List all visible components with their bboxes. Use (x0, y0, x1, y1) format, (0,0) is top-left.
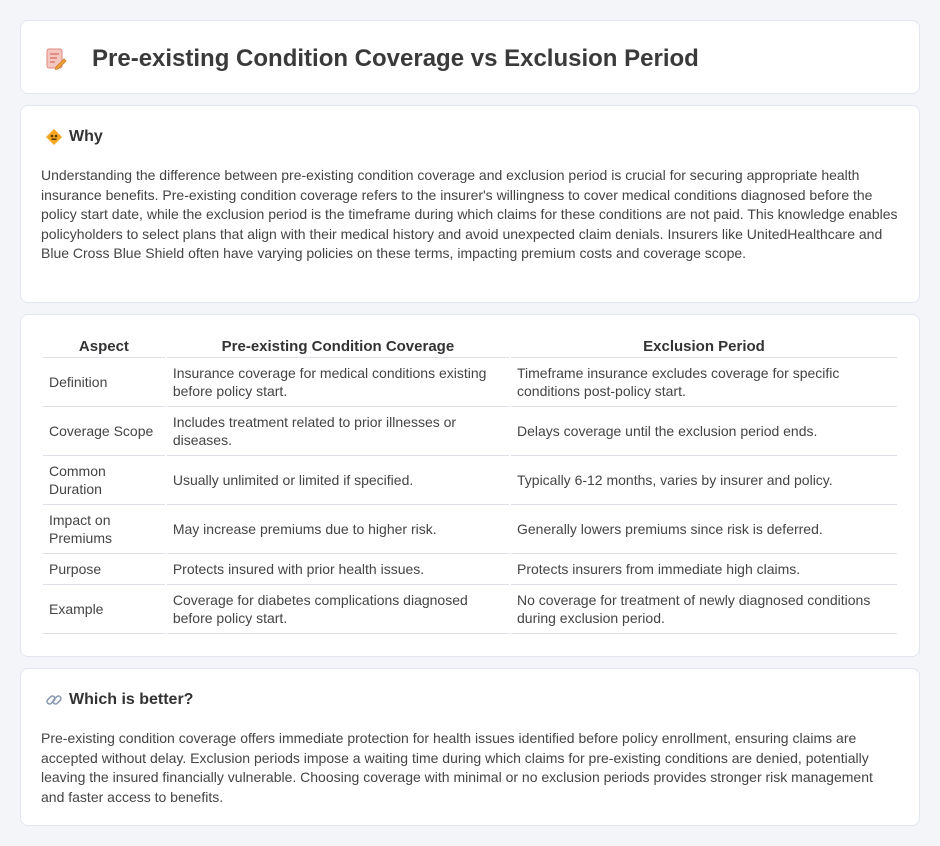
which-is-better-section (20, 668, 920, 826)
document-edit-icon (45, 47, 67, 71)
why-title: Why (69, 128, 103, 145)
table-row (43, 585, 897, 634)
table-row (43, 358, 897, 407)
comparison-table-card (20, 314, 920, 657)
column-header-coverage: Pre-existing Condition Coverage (167, 335, 509, 358)
row-exclusion: No coverage for treatment of newly diagnosed conditions during exclusion period. (511, 585, 897, 634)
header-card (20, 20, 920, 94)
row-exclusion: Typically 6-12 months, varies by insurer and policy. (511, 456, 897, 505)
table-row (43, 407, 897, 456)
row-aspect: Definition (43, 358, 165, 407)
row-aspect: Purpose (43, 554, 165, 585)
row-aspect: Common Duration (43, 456, 165, 505)
row-coverage: Usually unlimited or limited if specified. (167, 456, 509, 505)
row-exclusion: Generally lowers premiums since risk is deferred. (511, 505, 897, 554)
better-title: Which is better? (69, 691, 194, 708)
row-coverage: Coverage for diabetes complications diagnosed before policy start. (167, 585, 509, 634)
better-heading (45, 691, 193, 709)
row-coverage: Protects insured with prior health issues. (167, 554, 509, 585)
column-header-aspect: Aspect (43, 335, 165, 358)
table-header-row (43, 335, 897, 358)
comparison-table (41, 335, 899, 634)
table-row (43, 505, 897, 554)
table-row (43, 554, 897, 585)
why-text: Understanding the difference between pre-existing condition coverage and exclusion period is crucial for securing appropriate health insurance benefits. Pre-existing condition coverage refers to the insurer's willingness to cover medical conditions diagnosed before the policy start date, while the exclusion period is the timeframe during which claims for these conditions are not paid. This knowledge enables policyholders to select plans that align with their medical history and avoid unexpected claim denials. Insurers like UnitedHealthcare and Blue Cross Blue Shield often have varying policies on these terms, impacting premium costs and coverage scope. (41, 167, 898, 261)
row-aspect: Coverage Scope (43, 407, 165, 456)
why-heading (45, 128, 103, 146)
row-coverage: Includes treatment related to prior illnesses or diseases. (167, 407, 509, 456)
page-title: Pre-existing Condition Coverage vs Exclusion Period (92, 45, 699, 72)
row-exclusion: Timeframe insurance excludes coverage for specific conditions post-policy start. (511, 358, 897, 407)
row-exclusion: Delays coverage until the exclusion period ends. (511, 407, 897, 456)
row-coverage: May increase premiums due to higher risk. (167, 505, 509, 554)
column-header-exclusion: Exclusion Period (511, 335, 897, 358)
row-coverage: Insurance coverage for medical conditions existing before policy start. (167, 358, 509, 407)
why-section (20, 105, 920, 303)
row-aspect: Impact on Premiums (43, 505, 165, 554)
better-text: Pre-existing condition coverage offers immediate protection for health issues identified before policy enrollment, ensuring claims are accepted without delay. Exclusion periods impose a waiting time during which claims for pre-existing conditions are denied, potentially leaving the insured financially vulnerable. Choosing coverage with minimal or no exclusion periods provides stronger risk management and faster access to benefits. (41, 730, 873, 805)
row-exclusion: Protects insurers from immediate high claims. (511, 554, 897, 585)
table-row (43, 456, 897, 505)
bulb-icon (45, 128, 63, 146)
link-icon (45, 691, 63, 709)
row-aspect: Example (43, 585, 165, 634)
